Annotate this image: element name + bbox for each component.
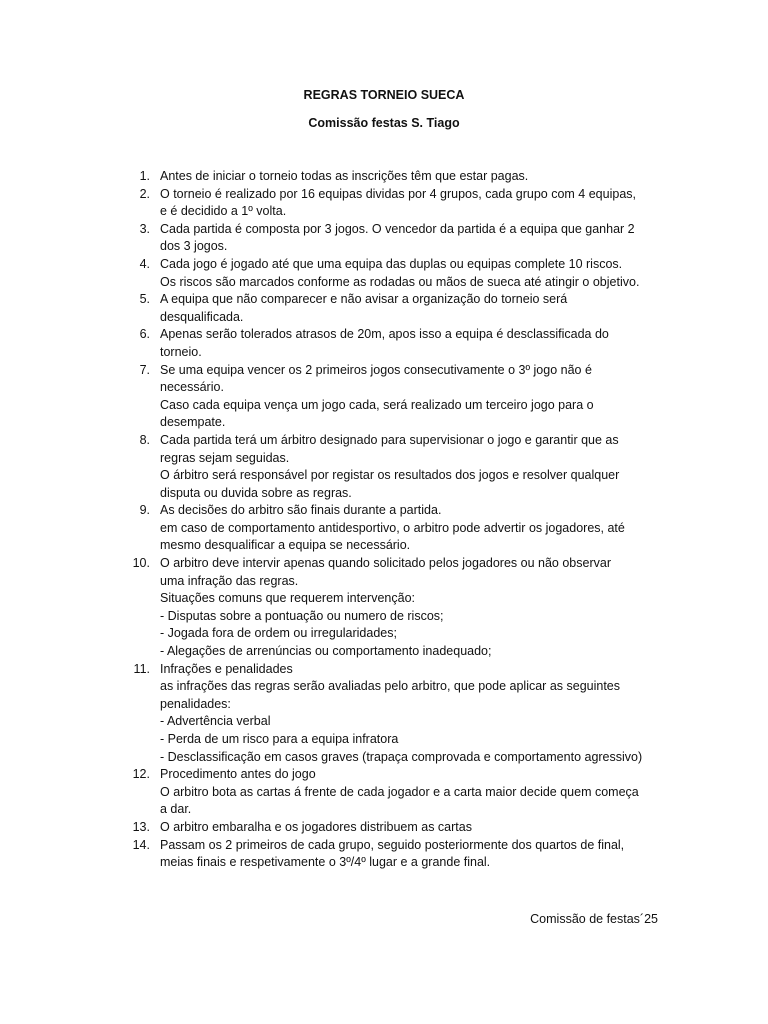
rule-text-line: desqualificada.: [160, 309, 244, 324]
rule-item: [124, 766, 664, 819]
rule-text-line: em caso de comportamento antidesportivo, o arbitro pode advertir os jogadores, até: [160, 520, 625, 535]
rule-text-line: Apenas serão tolerados atrasos de 20m, apos isso a equipa é desclassificada do: [160, 327, 609, 342]
rule-text-line: Cada partida é composta por 3 jogos. O vencedor da partida é a equipa que ganhar 2: [160, 221, 635, 236]
rule-text-line: Antes de iniciar o torneio todas as inscrições têm que estar pagas.: [160, 169, 529, 183]
rule-text-line: Cada jogo é jogado até que uma equipa das duplas ou equipas complete 10 riscos.: [160, 256, 623, 271]
rule-number: 1.: [139, 169, 150, 183]
rule-text-line: O árbitro será responsável por registar os resultados dos jogos e resolver qualquer: [160, 468, 620, 483]
rule-item: [124, 432, 664, 502]
rules-list: [124, 168, 664, 872]
rule-text-line: a dar.: [160, 802, 192, 817]
rule-text-line: e é decidido a 1º volta.: [160, 204, 287, 219]
document-subtitle: Comissão festas S. Tiago: [308, 116, 460, 130]
rule-number: 6.: [139, 327, 150, 342]
rule-number: 4.: [139, 256, 150, 271]
rule-text-line: Os riscos são marcados conforme as rodadas ou mãos de sueca até atingir o objetivo.: [160, 274, 640, 289]
rule-item: [124, 186, 664, 221]
rule-text-line: A equipa que não comparecer e não avisar a organização do torneio será: [160, 292, 568, 307]
rule-text-line: As decisões do arbitro são finais durante a partida.: [160, 503, 442, 518]
rule-number: 14.: [132, 837, 150, 852]
rule-text-line: necessário.: [160, 380, 224, 395]
rule-text-line: - Desclassificação em casos graves (trapaça comprovada e comportamento agressivo): [160, 749, 643, 764]
rule-item: [124, 837, 664, 872]
rule-text-line: Cada partida terá um árbitro designado para supervisionar o jogo e garantir que as: [160, 432, 619, 447]
document-footer: Comissão de festas´25: [530, 912, 658, 926]
rule-text-line: Situações comuns que requerem intervenção:: [160, 591, 416, 606]
rule-number: 5.: [139, 292, 150, 307]
rule-item: [124, 502, 664, 555]
rule-item: [124, 362, 664, 432]
rule-text-line: meias finais e respetivamente o 3º/4º lugar e a grande final.: [160, 855, 491, 870]
rule-item: [124, 819, 664, 837]
rule-text-line: desempate.: [160, 415, 226, 430]
rule-text-line: Procedimento antes do jogo: [160, 767, 316, 782]
rule-text-line: - Jogada fora de ordem ou irregularidades;: [160, 626, 397, 641]
rule-item: [124, 555, 664, 661]
rule-item: [124, 326, 664, 361]
rule-text-line: - Disputas sobre a pontuação ou numero de riscos;: [160, 608, 444, 623]
rule-number: 12.: [132, 767, 150, 782]
rule-text-line: Passam os 2 primeiros de cada grupo, seguido posteriormente dos quartos de final,: [160, 837, 625, 852]
rule-text-line: Se uma equipa vencer os 2 primeiros jogos consecutivamente o 3º jogo não é: [160, 362, 592, 377]
rule-text-line: - Alegações de arrenúncias ou comportamento inadequado;: [160, 644, 492, 659]
rule-text-line: O torneio é realizado por 16 equipas dividas por 4 grupos, cada grupo com 4 equipas,: [160, 186, 636, 201]
rule-text-line: disputa ou duvida sobre as regras.: [160, 485, 352, 500]
rule-text-line: penalidades:: [160, 696, 231, 711]
rule-item: [124, 168, 664, 186]
rule-number: 13.: [132, 819, 150, 834]
rule-text-line: as infrações das regras serão avaliadas pelo arbitro, que pode aplicar as seguintes: [160, 679, 620, 694]
rule-text-line: O arbitro embaralha e os jogadores distribuem as cartas: [160, 819, 472, 834]
rule-text-line: torneio.: [160, 344, 202, 359]
rule-text-line: - Advertência verbal: [160, 714, 271, 729]
rule-number: 2.: [139, 186, 150, 201]
document-title: REGRAS TORNEIO SUECA: [303, 88, 465, 102]
rule-text-line: Infrações e penalidades: [160, 661, 293, 676]
rule-text-line: dos 3 jogos.: [160, 239, 228, 254]
rule-item: [124, 221, 664, 256]
rule-number: 9.: [139, 503, 150, 518]
rule-number: 3.: [139, 221, 150, 236]
rule-number: 8.: [139, 432, 150, 447]
rule-number: 11.: [133, 661, 150, 676]
rule-number: 10.: [132, 556, 150, 571]
rule-text-line: mesmo desqualificar a equipa se necessário.: [160, 538, 411, 553]
rule-text-line: O arbitro bota as cartas á frente de cada jogador e a carta maior decide quem começa: [160, 784, 639, 799]
rule-text-line: O arbitro deve intervir apenas quando solicitado pelos jogadores ou não observar: [160, 556, 611, 571]
rule-text-line: regras sejam seguidas.: [160, 450, 290, 465]
rule-item: [124, 291, 664, 326]
rule-text-line: - Perda de um risco para a equipa infratora: [160, 732, 399, 746]
rule-text-line: Caso cada equipa vença um jogo cada, será realizado um terceiro jogo para o: [160, 397, 594, 412]
rule-number: 7.: [139, 362, 150, 377]
rule-item: [124, 661, 664, 767]
rule-item: [124, 256, 664, 291]
rule-text-line: uma infração das regras.: [160, 573, 299, 588]
